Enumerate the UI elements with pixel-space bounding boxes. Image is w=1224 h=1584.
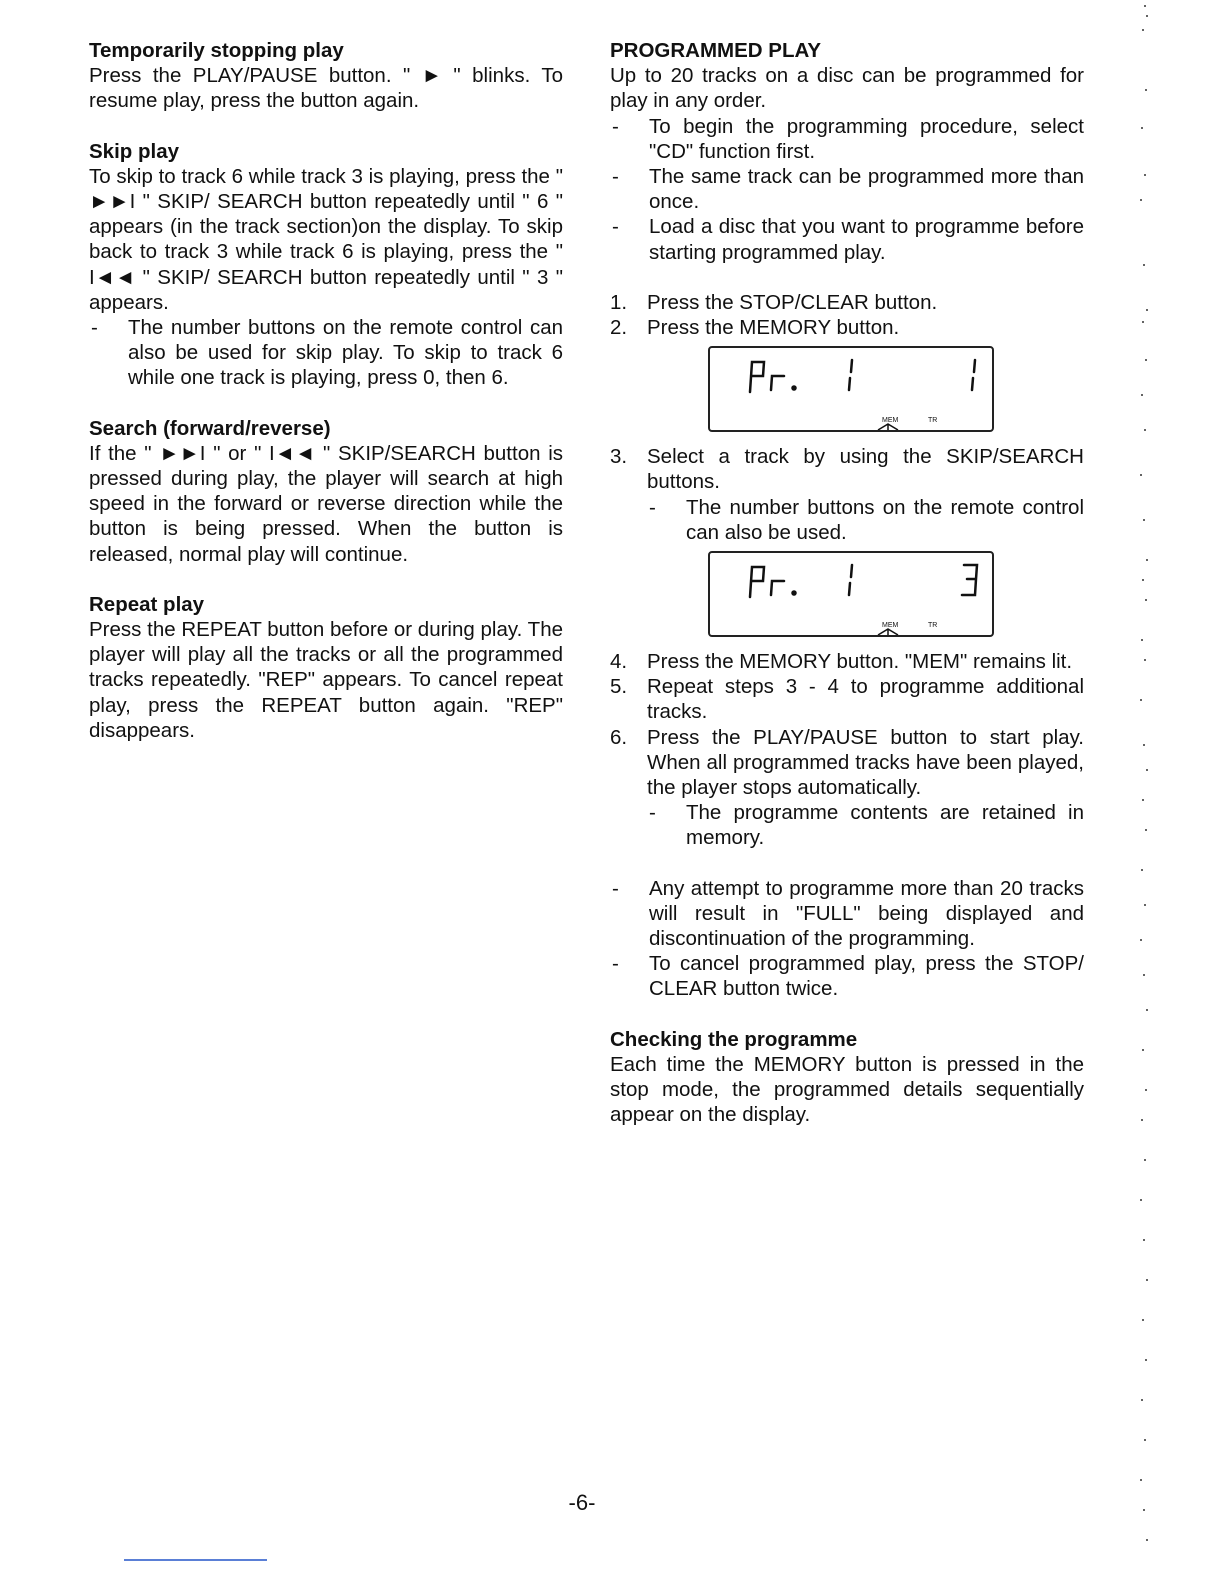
scan-edge-speckle xyxy=(1125,0,1165,1584)
lcd-text: Pr. 1 1 xyxy=(718,356,721,358)
lcd-seg-1b xyxy=(972,360,975,390)
search-text: If the " ►►I " or " I◄◄ " SKIP/SEARCH button is pressed during play, the player will search at high speed in the forward or reverse direction while the button is being pressed. When the button is released, normal play will continue. xyxy=(89,441,563,566)
step-number: 4. xyxy=(610,650,628,674)
step-number: 2. xyxy=(610,316,628,340)
programmed-note-text: To begin the programming procedure, select "CD" function first. xyxy=(649,114,1084,163)
bottom-note-text: Any attempt to programme more than 20 tracks will result in "FULL" being displayed and discontinuation of the programming. xyxy=(649,876,1084,951)
section-heading-programmed-play: PROGRAMMED PLAY xyxy=(610,39,822,62)
lcd-tr-label: TR xyxy=(928,417,938,425)
step-item xyxy=(610,315,1084,340)
section-heading-checking: Checking the programme xyxy=(610,1027,858,1051)
section-heading-skip: Skip play xyxy=(89,139,180,163)
programmed-note-text: The same track can be programmed more than once. xyxy=(649,165,1084,214)
step-number: 3. xyxy=(610,445,628,469)
programmed-note xyxy=(610,214,1084,264)
bullet-dash: - xyxy=(649,495,656,519)
lcd-seg-1a xyxy=(849,360,852,390)
bullet-dash: - xyxy=(612,114,619,138)
lcd-seg-1 xyxy=(849,565,852,595)
lcd-seg-3 xyxy=(962,565,977,595)
section-heading-pause: Temporarily stopping play xyxy=(89,39,344,62)
lcd-seg-dot xyxy=(793,387,796,390)
step-item xyxy=(610,725,1084,801)
skip-note xyxy=(89,315,563,391)
lcd-seg-r xyxy=(771,581,784,595)
step3-note xyxy=(610,495,1084,545)
right-column xyxy=(610,38,1084,1128)
lcd-mem-indicator xyxy=(878,629,898,635)
section-heading-repeat: Repeat play xyxy=(89,592,205,616)
footer-rule xyxy=(124,1559,267,1561)
lcd-segments-2 xyxy=(710,553,992,635)
step-item xyxy=(610,649,1084,674)
bullet-dash: - xyxy=(649,801,656,825)
lcd-mem-label: MEM xyxy=(882,622,899,630)
step-text: Select a track by using the SKIP/SEARCH buttons. xyxy=(647,445,1084,494)
step-item xyxy=(610,290,1084,315)
step-text: Press the MEMORY button. xyxy=(647,316,900,340)
step6-note xyxy=(610,800,1084,850)
programmed-note xyxy=(610,114,1084,164)
step-number: 5. xyxy=(610,675,628,699)
skip-text: To skip to track 6 while track 3 is playing, press the " ►►I " SKIP/ SEARCH button repeatedly until " 6 " appears (in the track section)on the display. To skip back to track 3 while track 6 is playing, press the " I◄◄ " SKIP/ SEARCH button repeatedly until " 3 " appears. xyxy=(89,164,563,314)
lcd-tr-label: TR xyxy=(928,622,938,630)
step-text: Press the MEMORY button. "MEM" remains lit. xyxy=(647,650,1073,674)
lcd-seg-r xyxy=(771,376,784,390)
step-number: 6. xyxy=(610,725,628,749)
lcd-display-1 xyxy=(708,346,994,432)
lcd-seg-p xyxy=(750,567,764,597)
bullet-dash: - xyxy=(612,876,619,900)
programmed-note-text: Load a disc that you want to programme before starting programmed play. xyxy=(649,215,1084,264)
lcd-segments-1 xyxy=(710,348,992,430)
lcd-seg-p xyxy=(750,362,764,392)
lcd-text: Pr. 1 3 xyxy=(718,561,721,563)
skip-note-text: The number buttons on the remote control can also be used for skip play. To skip to track 6 while one track is playing, press 0, then 6. xyxy=(128,316,563,390)
lcd-display-2 xyxy=(708,551,994,637)
step6-note-text: The programme contents are retained in memory. xyxy=(686,801,1084,850)
step-text: Repeat steps 3 - 4 to programme additional tracks. xyxy=(647,675,1084,724)
left-column xyxy=(89,38,563,743)
bullet-dash: - xyxy=(612,165,619,189)
programmed-intro: Up to 20 tracks on a disc can be programmed for play in any order. xyxy=(610,64,1084,113)
step-item xyxy=(610,444,1084,494)
programmed-note xyxy=(610,164,1084,214)
pause-text: Press the PLAY/PAUSE button. " ► " blinks. To resume play, press the button again. xyxy=(89,64,563,113)
bottom-note xyxy=(610,951,1084,1001)
bottom-note xyxy=(610,876,1084,952)
lcd-seg-dot xyxy=(793,592,796,595)
step-item xyxy=(610,674,1084,724)
repeat-text: Press the REPEAT button before or during play. The player will play all the tracks or all the programmed tracks repeatedly. "REP" appears. To cancel repeat play, press the REPEAT button again. "REP" disappears. xyxy=(89,618,563,742)
step-text: Press the STOP/CLEAR button. xyxy=(647,290,938,314)
bottom-note-text: To cancel programmed play, press the STOP/ CLEAR button twice. xyxy=(649,952,1084,1001)
checking-text: Each time the MEMORY button is pressed in the stop mode, the programmed details sequentially appear on the display. xyxy=(610,1052,1084,1127)
lcd-mem-indicator xyxy=(878,424,898,430)
step-number: 1. xyxy=(610,290,628,314)
lcd-mem-label: MEM xyxy=(882,417,899,425)
bullet-dash: - xyxy=(612,215,619,239)
step-text: Press the PLAY/PAUSE button to start play. When all programmed tracks have been played, the player stops automatically. xyxy=(647,725,1084,800)
bullet-dash: - xyxy=(612,952,619,976)
step3-note-text: The number buttons on the remote control can also be used. xyxy=(686,495,1084,544)
section-heading-search: Search (forward/reverse) xyxy=(89,416,331,440)
bullet-dash: - xyxy=(91,316,98,340)
page-number: -6- xyxy=(568,1490,596,1515)
